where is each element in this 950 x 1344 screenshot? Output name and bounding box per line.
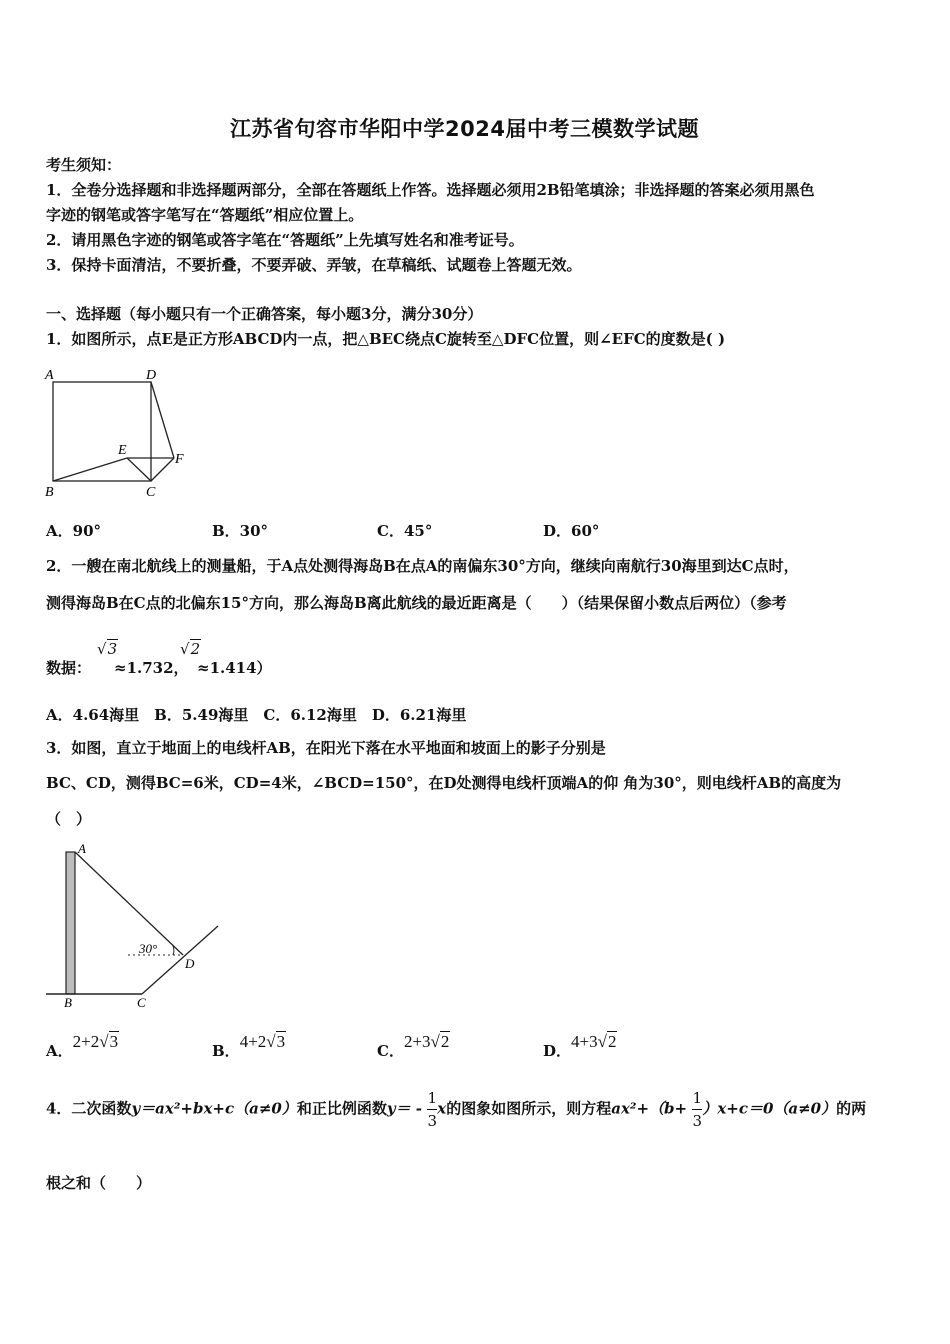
question-2-line-1: 2．一艘在南北航线上的测量船，于A点处测得海岛B在点A的南偏东30°方向，继续向南航行30海里到达C点时， [46,557,799,575]
question-2-line-3-prefix: 数据： [46,659,92,677]
question-1-option-b[interactable]: B．30° [212,522,269,540]
label-angle: 30° [139,941,158,956]
notice-item-2: 2．请用黑色字迹的钢笔或答字笔在“答题纸”上先填写姓名和准考证号。 [46,231,524,249]
question-2-options[interactable]: A．4.64海里 B．5.49海里 C．6.12海里 D．6.21海里 [46,706,467,724]
question-1-option-c[interactable]: C．45° [377,522,433,540]
q4-quadratic: y＝ax²+bx+c（a≠0） [131,1099,297,1118]
q4-part-1: 4．二次函数 [46,1099,132,1118]
notice-item-1-line-2: 字迹的钢笔或答字笔写在“答题纸”相应位置上。 [46,206,364,224]
question-1-option-d[interactable]: D．60° [543,522,600,540]
fraction-one-third-2: $\frac{1}{3}$ [692,1089,703,1130]
label-f: F [175,452,184,467]
approx-sqrt-3: ≈1.732， [114,659,189,677]
angle-arc [173,946,174,955]
notice-item-3: 3．保持卡面清洁，不要折叠，不要弄破、弄皱，在草稿纸、试题卷上答题无效。 [46,256,582,274]
question-1-text: 1．如图所示，点E是正方形ABCD内一点，把△BEC绕点C旋转至△DFC位置，则∠EFC的度数是( ) [46,330,726,348]
question-3-option-b[interactable]: B．4+2√3 [212,1032,286,1060]
label-d: D [146,368,157,383]
label-c: C [146,485,156,500]
page-title: 江苏省句容市华阳中学2024届中考三模数学试题 [230,117,699,141]
q4-part-3: 的图象如图所示，则方程 [446,1099,612,1118]
fraction-one-third: $\frac{1}{3}$ [427,1089,438,1130]
label-d: D [185,956,195,971]
slope-line [142,926,218,994]
label-b: B [45,485,54,500]
question-3-option-d[interactable]: D．4+3√2 [543,1032,617,1060]
label-a: A [78,841,86,856]
segment-ec [127,458,151,481]
segment-df [151,382,174,458]
question-3-line-3: （ ） [46,810,92,828]
label-c: C [137,995,146,1010]
question-4-line-2: 根之和（ ） [46,1174,152,1192]
question-3-line-1: 3．如图，直立于地面上的电线杆AB，在阳光下落在水平地面和坡面上的影子分别是 [46,739,606,757]
sun-ray [75,852,183,955]
sqrt-3-reference: √3 [97,640,118,658]
segment-be [53,458,127,481]
pole-ab [66,852,75,994]
label-a: A [45,368,54,383]
q4-equation-right: ）x+c＝0（a≠0） [702,1099,837,1118]
notice-item-1-line-1: 1．全卷分选择题和非选择题两部分，全部在答题纸上作答。选择题必须用2B铅笔填涂；非选择题的答案必须用黑色 [46,181,815,199]
q4-equation-left: ax²+（b+ [611,1099,688,1118]
label-e: E [118,443,127,458]
question-3-figure [40,840,230,1015]
label-b: B [64,995,72,1010]
notice-heading: 考生须知： [46,156,122,174]
question-3-line-2: BC、CD，测得BC=6米，CD=4米，∠BCD=150°，在D处测得电线杆顶端A的仰 角为30°，则电线杆AB的高度为 [46,774,842,792]
q4-part-4: 的两 [836,1099,867,1118]
q4-linear-prefix: y＝ - [386,1099,423,1118]
question-3-option-c[interactable]: C．2+3√2 [377,1032,450,1060]
question-2-line-2: 测得海岛B在C点的北偏东15°方向，那么海岛B离此航线的最近距离是（ ）（结果保留小数点后两位）（参考 [46,594,787,612]
question-1-option-a[interactable]: A．90° [46,522,102,540]
approx-sqrt-2: ≈1.414） [197,659,272,677]
question-1-figure [40,362,200,502]
segment-fc [151,458,174,481]
q4-linear-x: x [437,1099,447,1118]
section-heading: 一、选择题（每小题只有一个正确答案，每小题3分，满分30分） [46,305,483,323]
sqrt-2-reference: √2 [180,640,201,658]
question-4-line-1 [46,1089,866,1130]
question-3-option-a[interactable]: A．2+2√3 [46,1032,119,1060]
q4-part-2: 和正比例函数 [296,1099,387,1118]
